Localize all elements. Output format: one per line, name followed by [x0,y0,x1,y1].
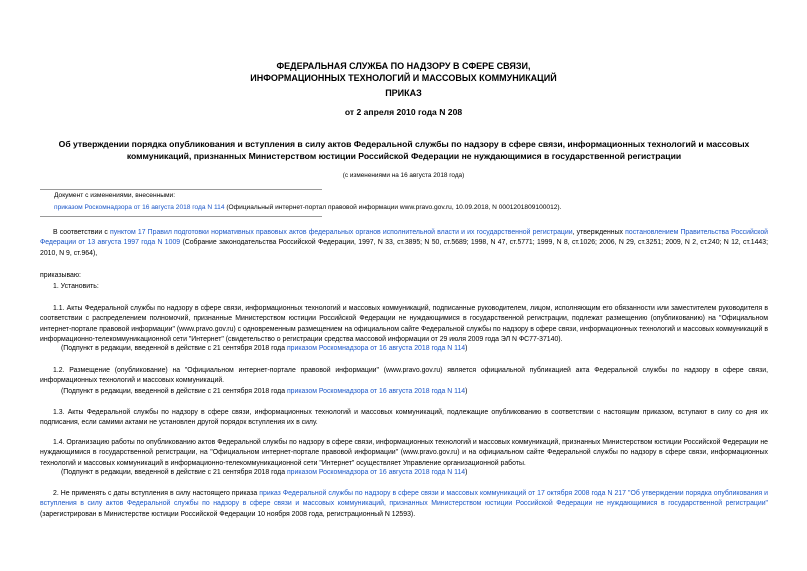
sub-note-end: ) [465,469,468,476]
preamble-text-2: , утвержденных [572,229,626,236]
preamble-text-1: В соответствии с [53,229,110,236]
rules-link[interactable]: пунктом 17 Правил подготовки нормативных правовых актов федеральных органов исполнительной власти и их государственной регистрации [109,229,573,236]
agency-name [0,60,807,84]
amendment-source: (Официальный интернет-портал правовой информации www.pravo.gov.ru, 10.09.2018, N 0001201809100012). [224,204,562,211]
orders-line: приказываю: [40,272,81,279]
preamble-text-3: (Собрание законодательства Российской Федерации, 1997, N 33, ст.3895; N 50, ст.5689; 1998, N 47, ст.5771; 1999, N 8, ст.1026; 2006, N 29, ст.3251; 2009, N 2, ст.240; N 12, ст.1443; 2010, N 9, ст.964), [40,239,768,257]
item-1-2: 1.2. Размещение (опубликование) на "Официальном интернет-портале правовой информации" (www.pravo.gov.ru) является официальной публикацией акта Федеральной службы по надзору в сфере связи, информационных технологий и массовых коммуникаций. [40,367,768,385]
sub-note-text: (Подпункт в редакции, введенной в действие с 21 сентября 2018 года [61,388,287,395]
sub-note-end: ) [465,388,468,395]
sub-note-link[interactable]: приказом Роскомнадзора от 16 августа 2018 года N 114 [286,469,466,476]
previous-order-link[interactable]: приказ Федеральной службы по надзору в сфере связи и массовых коммуникаций от 17 октября 2008 года N 217 "Об утверждении порядка опубликования и вступления в силу актов Федеральной службы по надзору в сфере связи и массовых коммуникаций, признанных Министерством юстиции Российской Федерации не нуждающимися в государственной регистрации" [40,490,768,508]
item-2 [40,489,768,520]
sub-note-link[interactable]: приказом Роскомнадзора от 16 августа 2018 года N 114 [286,345,466,352]
item-2-text-2: (зарегистрирован в Министерстве юстиции Российской Федерации 10 ноября 2008 года, регистрационный N 12593). [40,510,416,518]
item-1-1: 1.1. Акты Федеральной службы по надзору в сфере связи, информационных технологий и массовых коммуникаций, подписанные руководителем, лицом, исполняющим его обязанности или заместителем руководителя в соответствии с распределением полномочий, признанные Министерством юстиции Российской Федерации не нуждающимися в государственной регистрации, подлежат размещению (опубликованию) на "Официальном интернет-портале правовой информации" (www.pravo.gov.ru) с одновременным размещением на официальном сайте Федеральной службы по надзору в сфере связи, информационных технологий и массовых коммуникаций в информационно-телекоммуникационной сети "Интернет" (свидетельство о регистрации средства массовой информации от 29 июля 2009 года ЭЛ N ФС77-37140). [40,305,768,343]
sub-note-text: (Подпункт в редакции, введенной в действие с 21 сентября 2018 года [61,345,287,352]
agency-name-line2: ИНФОРМАЦИОННЫХ ТЕХНОЛОГИЙ И МАССОВЫХ КОММУНИКАЦИЙ [250,73,557,83]
item-1: 1. Установить: [53,283,99,290]
sub-note-2 [40,388,768,395]
sub-note-link[interactable]: приказом Роскомнадзора от 16 августа 2018 года N 114 [286,388,466,395]
preamble [40,228,768,259]
government-decree-link[interactable]: постановлением Правительства Российской Федерации от 13 августа 1997 года N 1009 [40,229,769,247]
divider-bottom [40,216,322,217]
document-type: ПРИКАЗ [385,88,422,98]
document-date: от 2 апреля 2010 года N 208 [344,107,463,117]
amendments-intro: Документ с изменениями, внесенными: [54,192,176,199]
document-title: Об утверждении порядка опубликования и вступления в силу актов Федеральной службы по надзору в сфере связи, информационных технологий и массовых коммуникаций, признанных Министерством юстиции Российской Федерации не нуждающимися в государственной регистрации [58,139,750,161]
sub-note-3 [40,469,768,476]
changes-note: (с изменениями на 16 августа 2018 года) [342,172,465,179]
amendments-block [54,190,561,214]
item-1-3: 1.3. Акты Федеральной службы по надзору в сфере связи, информационных технологий и массовых коммуникаций, подлежащие опубликованию в соответствии с настоящим приказом, вступают в силу со дня их подписания, если самими актами не установлен другой порядок вступления их в силу. [40,409,768,427]
sub-note-text: (Подпункт в редакции, введенной в действие с 21 сентября 2018 года [61,469,287,476]
sub-note-end: ) [465,345,468,352]
amendments-line [54,202,561,214]
amendment-link[interactable]: приказом Роскомнадзора от 16 августа 2018 года N 114 [54,204,225,211]
sub-note-1 [40,345,768,352]
item-2-text-1: 2. Не применять с даты вступления в силу настоящего приказа [53,490,260,497]
item-1-4: 1.4. Организацию работы по опубликованию актов Федеральной службы по надзору в сфере связи, информационных технологий и массовых коммуникаций, признанных Министерством юстиции Российской Федерации не нуждающимися в государственной регистрации, на "Официальном интернет-портале правовой информации" (www.pravo.gov.ru) и на официальном сайте Федеральной службы по надзору в сфере связи, информационных технологий и массовых коммуникаций в информационно-телекоммуникационной сети "Интернет" осуществляет Управление организационной работы. [40,439,768,467]
agency-name-line1: ФЕДЕРАЛЬНАЯ СЛУЖБА ПО НАДЗОРУ В СФЕРЕ СВЯЗИ, [276,61,531,71]
